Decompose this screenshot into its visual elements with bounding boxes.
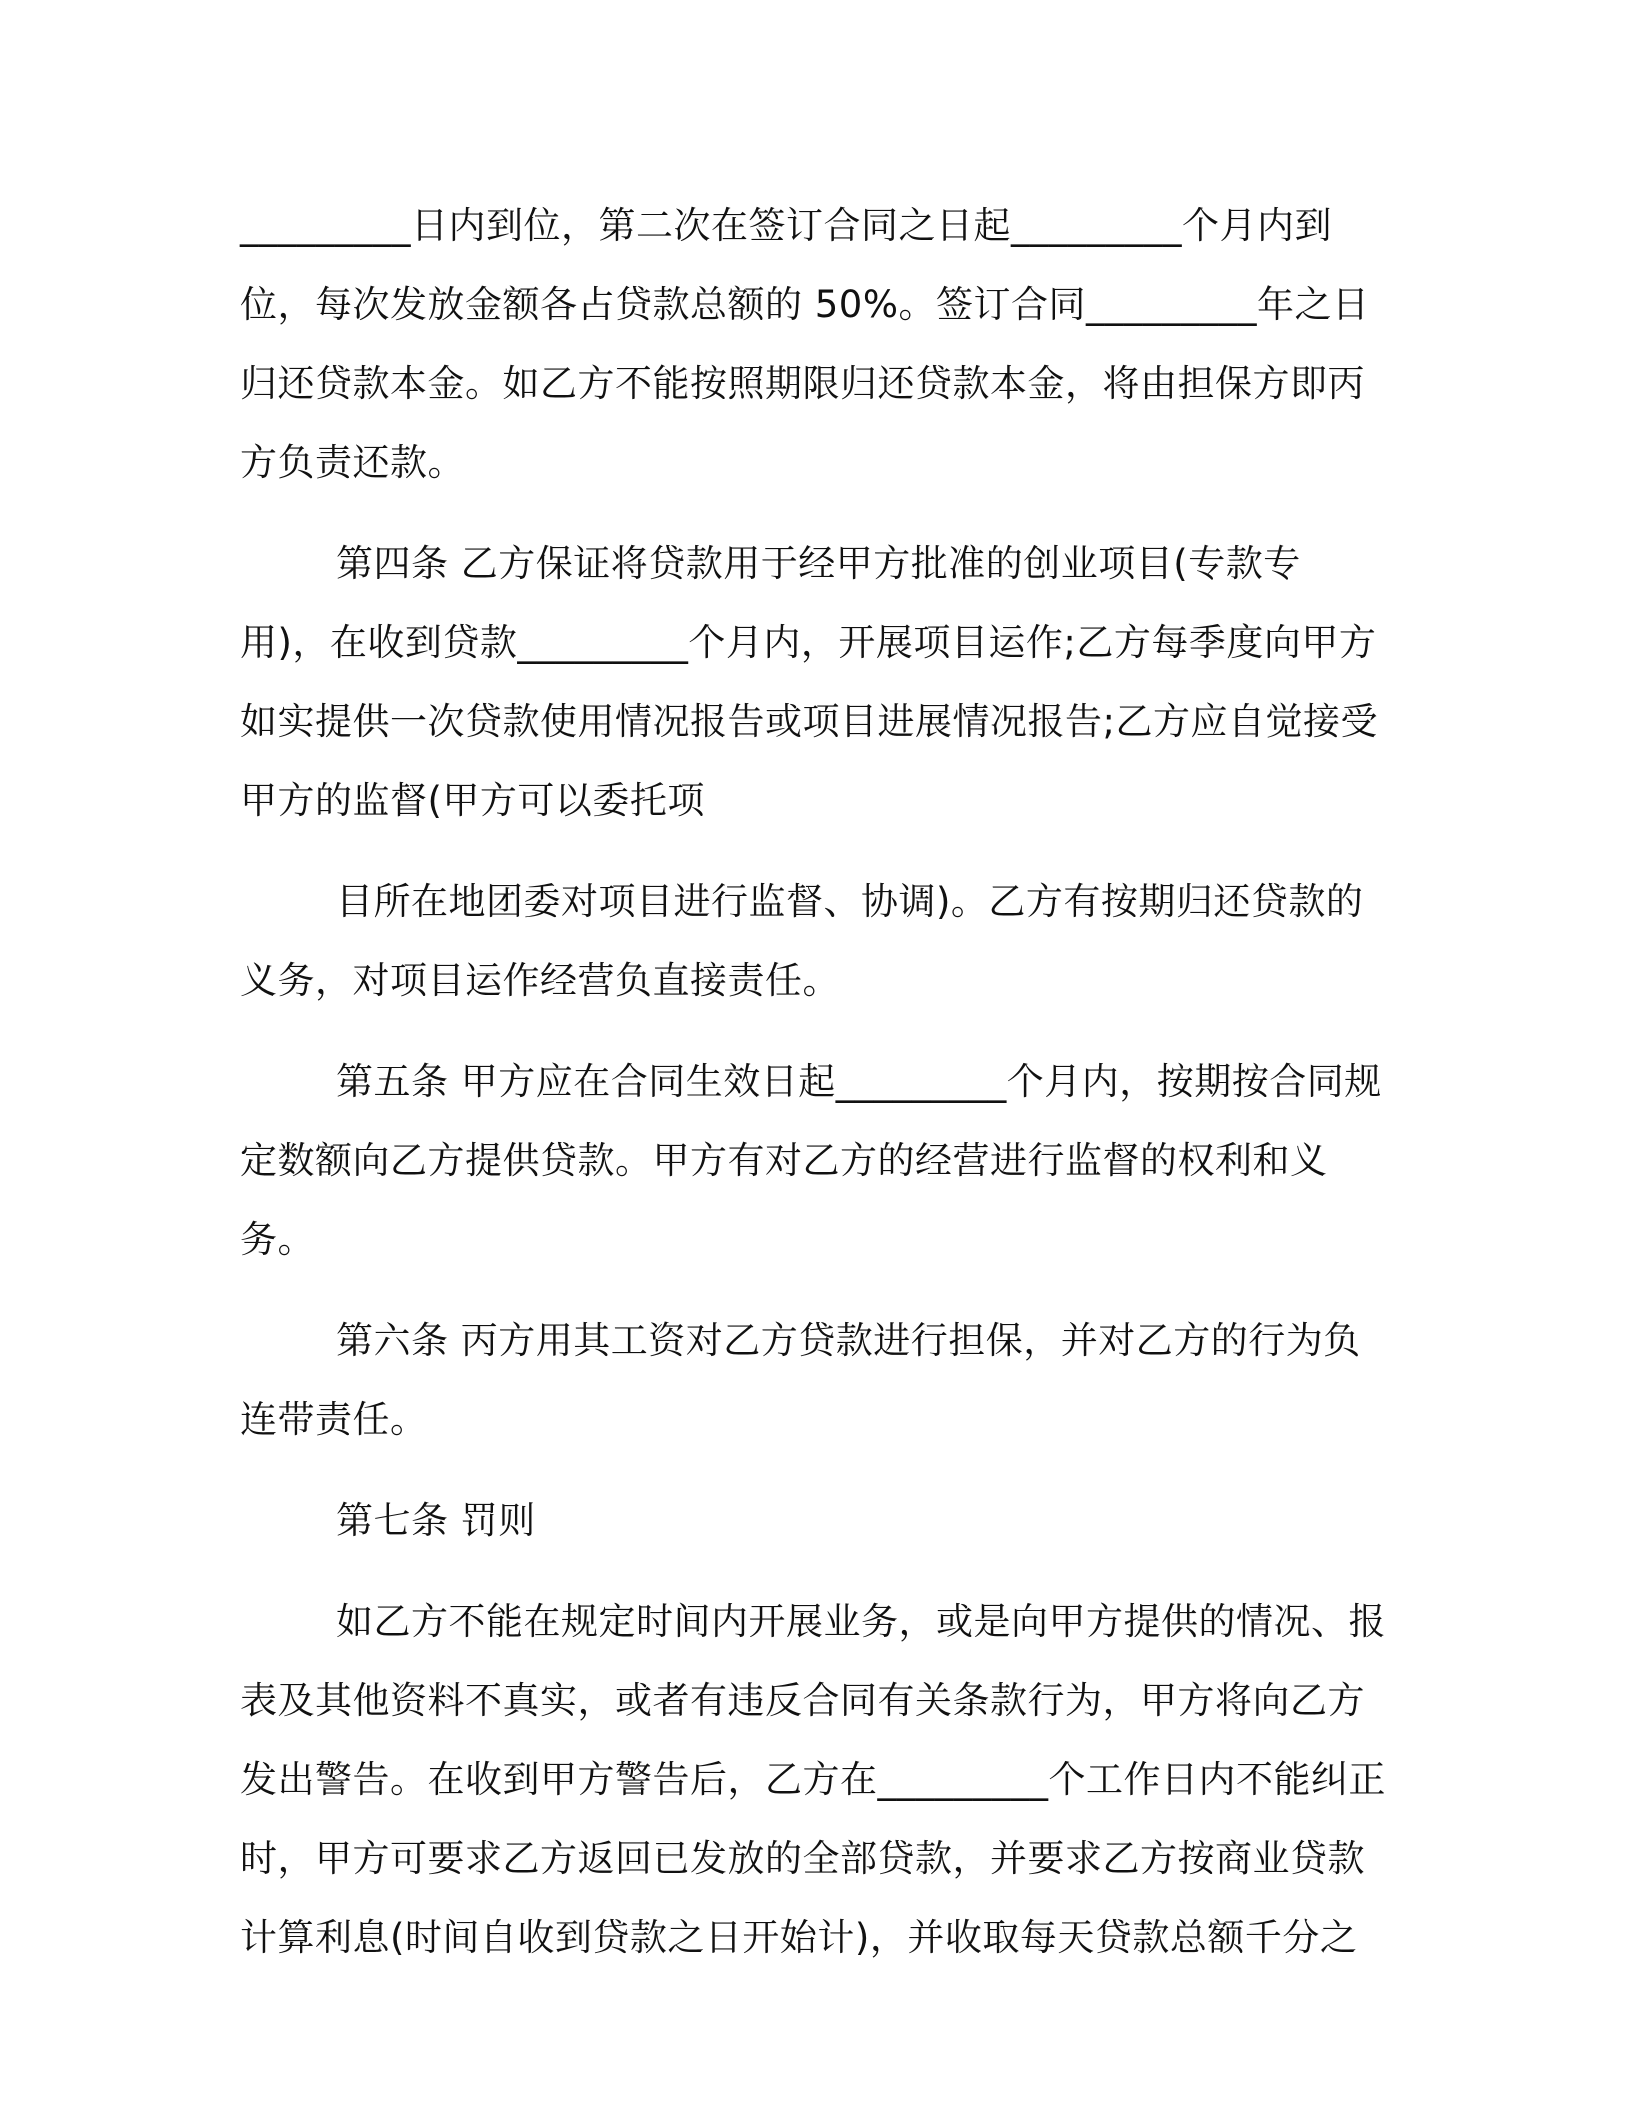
paragraph-article-5: 第五条 甲方应在合同生效日起_________个月内，按期按合同规定数额向乙方提供贷款。甲方有对乙方的经营进行监督的权利和义务。 [240, 1060, 1382, 1261]
paragraph-article-7-heading: 第七条 罚则 [336, 1499, 536, 1542]
paragraph-article-4-continued: 目所在地团委对项目进行监督、协调)。乙方有按期归还贷款的义务，对项目运作经营负直接责任。 [240, 880, 1364, 1002]
document-body [240, 186, 1390, 1977]
paragraph-penalty-clause: 如乙方不能在规定时间内开展业务，或是向甲方提供的情况、报表及其他资料不真实，或者有违反合同有关条款行为，甲方将向乙方发出警告。在收到甲方警告后，乙方在_________个工作日内不能纠正时，甲方可要求乙方返回已发放的全部贷款，并要求乙方按商业贷款计算利息(时间自收到贷款之日开始计)，并收取每天贷款总额千分之 [240, 1600, 1386, 1959]
paragraph-article-6: 第六条 丙方用其工资对乙方贷款进行担保，并对乙方的行为负连带责任。 [240, 1319, 1361, 1441]
paragraph-article-4: 第四条 乙方保证将贷款用于经甲方批准的创业项目(专款专用)，在收到贷款_________个月内，开展项目运作;乙方每季度向甲方如实提供一次贷款使用情况报告或项目进展情况报告;乙方应自觉接受甲方的监督(甲方可以委托项 [240, 542, 1378, 822]
paragraph-loan-disbursement: _________日内到位，第二次在签订合同之日起_________个月内到位，每次发放金额各占贷款总额的 50%。签订合同_________年之日归还贷款本金。如乙方不能按照期限归还贷款本金，将由担保方即丙方负责还款。 [240, 204, 1370, 484]
